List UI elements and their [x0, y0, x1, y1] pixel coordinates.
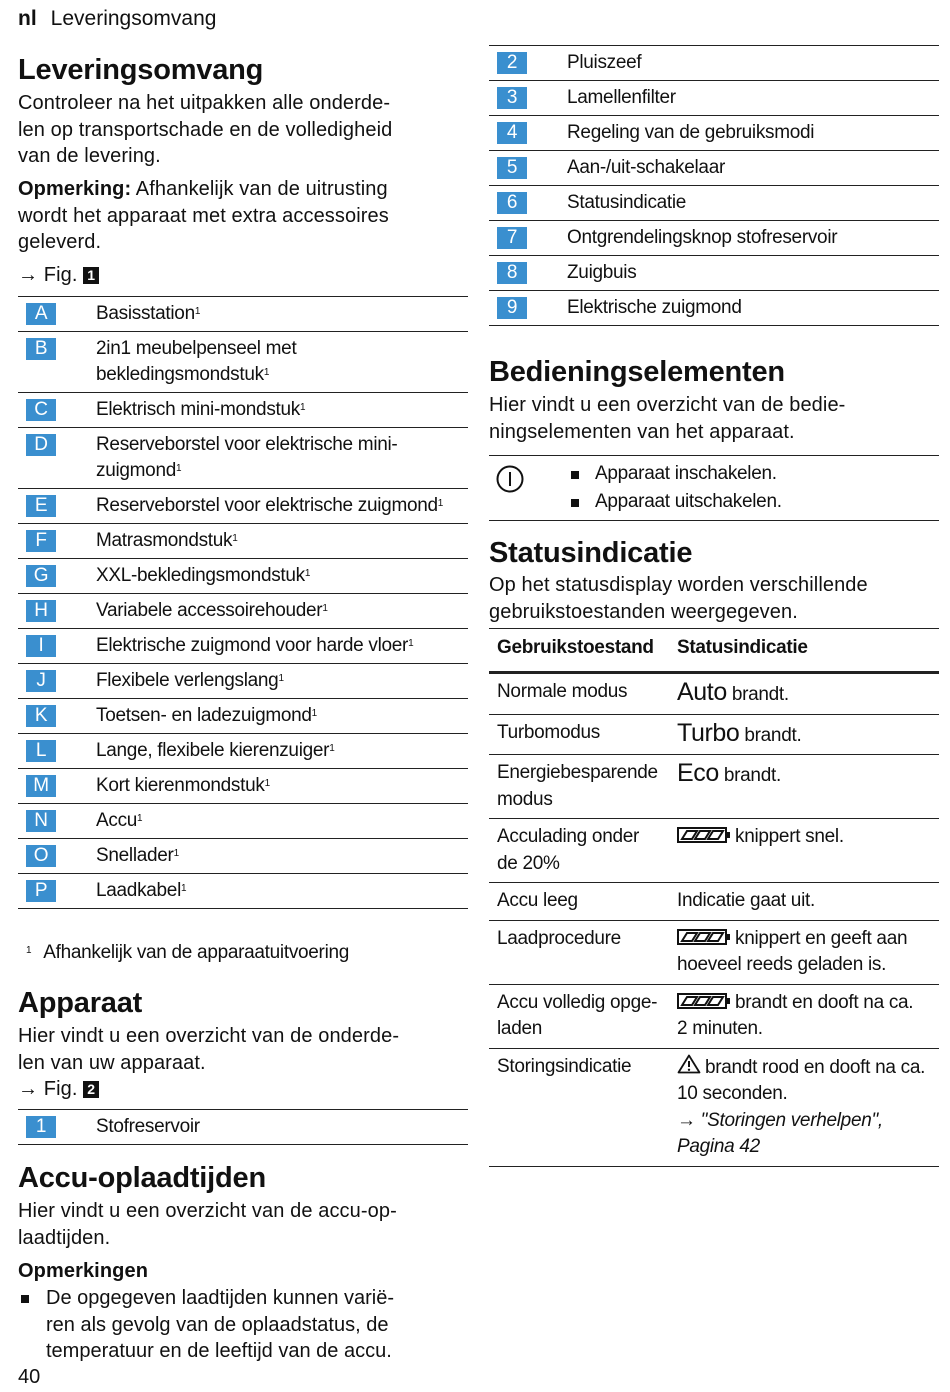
apparaat-intro — [18, 1023, 468, 1076]
list-item: Apparaat uitschakelen. — [567, 488, 939, 516]
item-line-wrap — [96, 843, 468, 869]
item-key-badge: 8 — [497, 262, 527, 284]
footnote-ref: 1 — [175, 463, 182, 474]
note-line: Afhankelijk van de uitrusting — [131, 178, 388, 200]
state-line: Storingsindicatie — [497, 1055, 632, 1077]
table-row — [18, 1110, 468, 1145]
status-indication — [669, 714, 939, 755]
item-label-line: Toetsen- en ladezuigmond — [96, 705, 312, 726]
power-icon — [495, 464, 525, 494]
item-label — [96, 524, 468, 559]
battery-icon — [677, 929, 731, 945]
fig-ref-text: → Fig. — [18, 264, 78, 286]
table-row — [18, 332, 468, 393]
item-label-line: Accu — [96, 810, 138, 831]
item-label — [96, 769, 468, 804]
indication-text: brandt en dooft na ca. — [735, 991, 914, 1013]
indication-line — [677, 760, 939, 790]
item-label: Stofreservoir — [96, 1110, 468, 1145]
item-line-wrap — [96, 563, 468, 589]
page-number: 40 — [18, 1366, 41, 1388]
table-row — [18, 769, 468, 804]
note-line: geleverd. — [18, 231, 102, 253]
section-heading-leveringsomvang: Leveringsomvang — [18, 54, 264, 86]
controls-table — [489, 455, 939, 521]
footnote-ref: 1 — [329, 743, 335, 754]
item-label: Elektrische zuigmond — [567, 291, 939, 326]
item-key-badge: F — [26, 530, 56, 552]
usage-state — [489, 673, 669, 715]
table-row — [489, 456, 939, 521]
item-label-line: Basisstation — [96, 303, 195, 324]
indication-text: 10 seconden. — [677, 1083, 788, 1104]
item-key-badge: E — [26, 495, 56, 517]
running-header — [18, 6, 216, 32]
item-key-badge: L — [26, 740, 56, 762]
item-label — [96, 559, 468, 594]
item-key-badge: N — [26, 810, 56, 832]
item-line-wrap — [96, 878, 468, 904]
usage-state — [489, 1048, 669, 1166]
table-header-row — [489, 629, 939, 673]
status-table — [489, 628, 939, 1167]
item-label-line: Elektrisch mini-mondstuk — [96, 399, 300, 420]
item-label-line: Lange, flexibele kierenzuiger — [96, 740, 330, 761]
indication-line — [677, 1016, 939, 1043]
item-line-wrap — [96, 301, 468, 327]
indication-line — [677, 1081, 939, 1108]
indication-line — [677, 1054, 939, 1082]
item-key-badge: 5 — [497, 157, 527, 179]
indication-line — [677, 990, 939, 1017]
footnote-ref: 1 — [278, 673, 284, 684]
intro-line: Hier vindt u een overzicht van de bedie- — [489, 394, 846, 416]
footnote-mark: 1 — [26, 945, 32, 956]
table-row — [489, 755, 939, 819]
status-indication — [669, 984, 939, 1048]
item-label — [96, 594, 468, 629]
item-line-wrap — [96, 528, 468, 554]
item-label-line: Reserveborstel voor elektrische zuigmond — [96, 495, 438, 516]
device-parts-table-1 — [18, 1109, 468, 1145]
intro-line: gebruikstoestanden weergegeven. — [489, 600, 798, 623]
table-row — [18, 804, 468, 839]
item-label — [96, 393, 468, 428]
fig-reference-2 — [18, 1076, 99, 1103]
table-row — [489, 883, 939, 921]
item-label — [96, 629, 468, 664]
item-key-badge: K — [26, 705, 56, 727]
footnote-ref: 1 — [173, 848, 179, 859]
table-row — [18, 297, 468, 332]
item-line-wrap — [96, 773, 468, 799]
item-key-badge: 1 — [26, 1116, 56, 1138]
indication-line — [677, 679, 939, 709]
accessories-table — [18, 296, 468, 909]
table-row — [18, 428, 468, 489]
usage-state — [489, 755, 669, 819]
item-label-line: Reserveborstel voor elektrische mini- — [96, 434, 398, 455]
item-line-wrap — [96, 633, 468, 659]
item-line-wrap — [96, 808, 468, 834]
footnote-ref: 1 — [263, 367, 270, 378]
mode-display-text: Eco — [677, 759, 719, 787]
footnote-ref: 1 — [304, 568, 311, 579]
item-label: Ontgrendelingsknop stofreservoir — [567, 221, 939, 256]
bediening-intro — [489, 392, 939, 445]
indication-line — [677, 824, 939, 851]
state-line: de 20% — [497, 852, 560, 874]
table-row — [18, 489, 468, 524]
item-label — [96, 489, 468, 524]
state-line: Turbomodus — [497, 721, 600, 743]
item-key-badge: I — [26, 635, 56, 657]
item-key-badge: 4 — [497, 122, 527, 144]
table-row — [489, 221, 939, 256]
table-row — [489, 291, 939, 326]
column-header: Gebruikstoestand — [489, 629, 669, 673]
state-line: modus — [497, 788, 553, 810]
table-row — [489, 673, 939, 715]
section-heading-statusindicatie: Statusindicatie — [489, 537, 693, 569]
footnote-ref: 1 — [299, 402, 306, 413]
leveringsomvang-note — [18, 176, 468, 256]
item-label — [96, 734, 468, 769]
language-code: nl — [18, 7, 37, 30]
table-row — [489, 256, 939, 291]
footnote-text: Afhankelijk van de apparaatuitvoering — [43, 942, 350, 963]
state-line: Acculading onder — [497, 826, 640, 847]
table-row — [18, 699, 468, 734]
item-label-line: bekledingsmondstuk — [96, 364, 264, 385]
intro-line: len op transportschade en de volledigheid — [18, 118, 393, 141]
usage-state — [489, 883, 669, 921]
indication-text: brandt. — [726, 684, 789, 705]
item-label-line: XXL-bekledingsmondstuk — [96, 565, 305, 586]
section-heading-bediening: Bedieningselementen — [489, 356, 785, 388]
footnote — [26, 940, 349, 966]
item-key-badge: H — [26, 600, 56, 622]
item-label-line: Matrasmondstuk — [96, 530, 233, 551]
table-row — [18, 664, 468, 699]
table-row — [489, 186, 939, 221]
item-key-badge: B — [26, 338, 56, 360]
item-key-badge: D — [26, 434, 56, 456]
leveringsomvang-intro — [18, 90, 468, 170]
item-key-badge: G — [26, 565, 56, 587]
status-indication — [669, 883, 939, 921]
state-line: laden — [497, 1018, 542, 1039]
table-row — [18, 393, 468, 428]
table-row — [18, 524, 468, 559]
accu-bullet-list — [18, 1285, 468, 1365]
list-item: Apparaat inschakelen. — [567, 460, 939, 488]
table-row — [18, 629, 468, 664]
table-row — [18, 839, 468, 874]
state-line: Accu leeg — [497, 890, 578, 911]
warning-icon — [677, 1054, 701, 1074]
item-label-line: Flexibele verlengslang — [96, 670, 279, 691]
item-key-badge: A — [26, 303, 56, 325]
table-row — [18, 874, 468, 909]
item-label — [96, 874, 468, 909]
table-row — [489, 46, 939, 81]
item-key-badge: 7 — [497, 227, 527, 249]
footnote-ref: 1 — [181, 883, 187, 894]
item-line-wrap — [96, 598, 468, 624]
column-header: Statusindicatie — [669, 629, 939, 673]
device-parts-table-2 — [489, 45, 939, 326]
table-row — [18, 594, 468, 629]
fig-number-badge: 1 — [83, 267, 99, 284]
fig-reference — [18, 262, 99, 289]
item-label: Zuigbuis — [567, 256, 939, 291]
item-label — [96, 428, 468, 489]
table-row — [489, 1048, 939, 1166]
battery-icon — [677, 993, 731, 1009]
intro-line: Controleer na het uitpakken alle onderde- — [18, 92, 391, 114]
item-label-line: Laadkabel — [96, 880, 181, 901]
table-row — [489, 714, 939, 755]
usage-state — [489, 819, 669, 883]
table-row — [489, 151, 939, 186]
item-line-wrap — [96, 668, 468, 694]
footnote-ref: 1 — [322, 603, 328, 614]
item-label — [96, 804, 468, 839]
state-line: Accu volledig opge- — [497, 991, 658, 1013]
battery-icon — [677, 827, 731, 843]
item-label — [96, 664, 468, 699]
status-indication — [669, 755, 939, 819]
footnote-ref: 1 — [137, 813, 143, 824]
status-indication — [669, 819, 939, 883]
item-line-wrap — [96, 738, 468, 764]
header-title: Leveringsomvang — [50, 7, 217, 30]
accu-intro — [18, 1198, 468, 1251]
item-label: Aan-/uit-schakelaar — [567, 151, 939, 186]
indication-line — [677, 888, 939, 915]
item-line-wrap — [96, 493, 468, 519]
indication-line — [677, 720, 939, 750]
note-label: Opmerking: — [18, 178, 132, 200]
state-line: Normale modus — [497, 681, 628, 702]
controls-bullet-list — [567, 460, 939, 516]
cross-reference-link[interactable]: Pagina 42 — [677, 1136, 760, 1157]
table-row — [489, 819, 939, 883]
intro-line: len van uw apparaat. — [18, 1051, 206, 1074]
item-key-badge: C — [26, 399, 56, 421]
item-key-badge: 9 — [497, 297, 527, 319]
item-label: Lamellenfilter — [567, 81, 939, 116]
section-heading-apparaat: Apparaat — [18, 987, 143, 1019]
table-row — [489, 984, 939, 1048]
indication-text: knippert en geeft aan — [735, 927, 908, 949]
item-label-line: Snellader — [96, 845, 174, 866]
item-line-wrap — [96, 432, 468, 458]
item-label: Pluiszeef — [567, 46, 939, 81]
footnote-ref: 1 — [437, 498, 444, 509]
intro-line: Op het statusdisplay worden verschillende — [489, 574, 868, 596]
table-row — [489, 116, 939, 151]
table-row — [489, 81, 939, 116]
cross-reference-link[interactable]: → "Storingen verhelpen", — [677, 1109, 883, 1131]
item-label — [96, 699, 468, 734]
notes-label: Opmerkingen — [18, 1260, 149, 1282]
note-line: wordt het apparaat met extra accessoires — [18, 204, 389, 227]
footnote-ref: 1 — [194, 306, 201, 317]
intro-line: van de levering. — [18, 145, 161, 167]
fig-ref-text: → Fig. — [18, 1078, 78, 1100]
table-row — [489, 920, 939, 984]
mode-display-text: Turbo — [677, 718, 740, 747]
indication-text: brandt rood en dooft na ca. — [705, 1056, 926, 1078]
state-line: Energiebesparende — [497, 762, 658, 783]
item-label-line: Kort kierenmondstuk — [96, 775, 265, 796]
indication-text: brandt. — [718, 765, 781, 786]
intro-line: ningselementen van het apparaat. — [489, 420, 795, 443]
mode-display-text: Auto — [677, 678, 727, 706]
item-label-line: Elektrische zuigmond voor harde vloer — [96, 635, 409, 656]
bullet-line: temperatuur en de leeftijd van de accu. — [46, 1340, 392, 1362]
fig-number-badge: 2 — [83, 1081, 99, 1098]
item-line-wrap — [96, 458, 468, 484]
indication-text: Indicatie gaat uit. — [677, 890, 815, 911]
statusindicatie-intro — [489, 572, 939, 625]
item-label — [96, 297, 468, 332]
footnote-ref: 1 — [232, 533, 238, 544]
item-key-badge: P — [26, 880, 56, 902]
status-indication — [669, 673, 939, 715]
indication-text: knippert snel. — [735, 826, 844, 847]
bullet-line: De opgegeven laadtijden kunnen varië- — [46, 1287, 395, 1309]
item-line-wrap — [96, 397, 468, 423]
state-line: Laadprocedure — [497, 927, 621, 949]
item-label-line: zuigmond — [96, 460, 176, 481]
table-row — [18, 559, 468, 594]
item-label — [96, 839, 468, 874]
bullet-line: ren als gevolg van de oplaadstatus, de — [46, 1313, 389, 1336]
list-item — [18, 1285, 468, 1365]
footnote-ref: 1 — [264, 778, 270, 789]
item-key-badge: 6 — [497, 192, 527, 214]
table-row — [18, 734, 468, 769]
item-line-wrap — [96, 336, 468, 362]
item-key-badge: 2 — [497, 52, 527, 74]
indication-text: 2 minuten. — [677, 1018, 763, 1039]
item-label-line: 2in1 meubelpenseel met — [96, 338, 297, 359]
usage-state — [489, 714, 669, 755]
intro-line: Hier vindt u een overzicht van de onderde- — [18, 1025, 400, 1047]
item-line-wrap — [96, 703, 468, 729]
item-key-badge: M — [26, 775, 56, 797]
usage-state — [489, 984, 669, 1048]
indication-text: hoeveel reeds geladen is. — [677, 954, 887, 975]
intro-line: Hier vindt u een overzicht van de accu-op- — [18, 1200, 397, 1222]
indication-line — [677, 926, 939, 953]
item-key-badge: O — [26, 845, 56, 867]
item-label — [96, 332, 468, 393]
status-indication — [669, 1048, 939, 1166]
usage-state — [489, 920, 669, 984]
intro-line: laadtijden. — [18, 1226, 111, 1249]
item-label-line: Variabele accessoirehouder — [96, 600, 323, 621]
item-line-wrap — [96, 362, 468, 388]
footnote-ref: 1 — [311, 708, 317, 719]
indication-line — [677, 952, 939, 979]
section-heading-accu: Accu-oplaadtijden — [18, 1162, 266, 1194]
footnote-ref: 1 — [408, 638, 414, 649]
item-key-badge: J — [26, 670, 56, 692]
status-indication — [669, 920, 939, 984]
item-key-badge: 3 — [497, 87, 527, 109]
item-label: Statusindicatie — [567, 186, 939, 221]
indication-text: brandt. — [739, 724, 802, 746]
item-label: Regeling van de gebruiksmodi — [567, 116, 939, 151]
